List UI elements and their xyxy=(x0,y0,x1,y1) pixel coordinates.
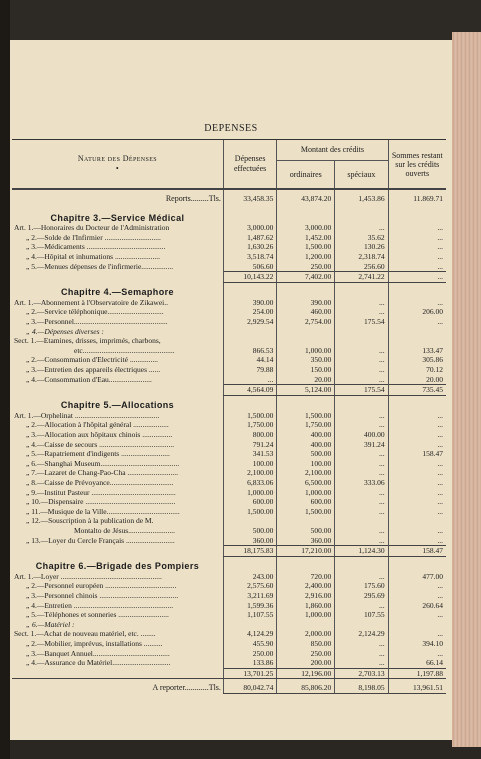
cell-spec: 8,198.05 xyxy=(335,679,388,694)
cell-som: ... xyxy=(388,430,446,440)
cell-ord: 1,500.00 xyxy=(277,507,335,517)
cell-som xyxy=(388,516,446,526)
table-row xyxy=(12,252,446,262)
row-label: „ 2.—Consommation d'Electricité ............... xyxy=(26,355,158,365)
row-label: „ 2.—Mobilier, imprévus, installations .......... xyxy=(26,639,163,649)
cell-dep xyxy=(223,516,276,526)
cell-spec xyxy=(335,516,388,526)
cell-spec: 2,124.29 xyxy=(335,629,388,639)
empty-cell xyxy=(335,395,388,411)
cell-som: ... xyxy=(388,649,446,659)
cell-dep: 360.00 xyxy=(223,536,276,546)
cell-dep: ... xyxy=(223,375,276,385)
cell-ord: 500.00 xyxy=(277,449,335,459)
cell-ord: 1,000.00 xyxy=(277,610,335,620)
header-ordinaires: ordinaires xyxy=(277,161,335,189)
cell-dep: 250.00 xyxy=(223,649,276,659)
cell-som: ... xyxy=(388,478,446,488)
cell-spec: ... xyxy=(335,223,388,233)
empty-cell xyxy=(388,395,446,411)
cell-dep: 2,575.60 xyxy=(223,581,276,591)
row-label: „ 3.—Personnel.................................................. xyxy=(26,317,168,327)
cell-som: ... xyxy=(388,497,446,507)
cell-spec: 107.55 xyxy=(335,610,388,620)
book-binding xyxy=(0,0,10,759)
row-label: „ 3.—Allocation aux hôpitaux chinois ................ xyxy=(26,430,173,440)
empty-cell xyxy=(388,282,446,298)
cell-ord: 1,452.00 xyxy=(277,233,335,243)
cell-spec: ... xyxy=(335,375,388,385)
reports-label: Reports.........Tls. xyxy=(12,189,223,208)
table-row xyxy=(12,497,446,507)
cell-spec: ... xyxy=(335,649,388,659)
row-label: „ 4.—Caisse de secours ........................................ xyxy=(26,439,175,449)
cell-ord: 400.00 xyxy=(277,440,335,450)
cell-dep: 79.88 xyxy=(223,365,276,375)
cell-spec: 130.26 xyxy=(335,242,388,252)
cell-ord: 20.00 xyxy=(277,375,335,385)
empty-cell xyxy=(12,546,223,557)
table-row xyxy=(12,572,446,582)
expenses-table xyxy=(12,139,446,694)
cell-som: ... xyxy=(388,507,446,517)
cell-dep: 341.53 xyxy=(223,449,276,459)
row-label: „ 3.—Personnel chinois .......................................... xyxy=(26,591,179,601)
cell-dep: 600.00 xyxy=(223,497,276,507)
empty-cell xyxy=(388,556,446,572)
cell-dep: 3,211.69 xyxy=(223,591,276,601)
cell-som: 477.00 xyxy=(388,572,446,582)
chapter-subtotal-row xyxy=(12,546,446,557)
chapter-heading xyxy=(12,208,446,224)
scanner-background xyxy=(10,0,481,40)
cell-ord: 85,806.20 xyxy=(277,679,335,694)
cell-dep: 4,564.09 xyxy=(223,385,276,396)
cell-ord: 2,916.00 xyxy=(277,591,335,601)
table-row xyxy=(12,449,446,459)
cell-spec: ... xyxy=(335,307,388,317)
empty-cell xyxy=(12,272,223,283)
chapter-subtotal-row xyxy=(12,272,446,283)
cell-spec: 391.24 xyxy=(335,440,388,450)
row-label: Sect. 1.—Achat de nouveau matériel, etc. ........ xyxy=(14,629,156,639)
empty-cell xyxy=(388,208,446,224)
row-label: „ 2.—Service téléphonique.............................. xyxy=(26,307,164,317)
cell-ord xyxy=(277,327,335,337)
cell-spec: ... xyxy=(335,536,388,546)
row-label: „ 4.—Assurance du Matériel............................... xyxy=(26,658,171,668)
cell-ord xyxy=(277,336,335,346)
row-label: „ 5.—Téléphones et sonneries ........................... xyxy=(26,610,169,620)
cell-som: ... xyxy=(388,233,446,243)
cell-dep: 800.00 xyxy=(223,430,276,440)
cell-dep: 791.24 xyxy=(223,440,276,450)
table-row xyxy=(12,526,446,536)
row-label: „ 11.—Musique de la Ville....................................... xyxy=(26,506,180,516)
cell-spec: ... xyxy=(335,365,388,375)
reporter-label: A reporter............Tls. xyxy=(12,679,223,694)
cell-ord: 6,500.00 xyxy=(277,478,335,488)
row-label: „ 2.—Solde de l'Infirmier .............................. xyxy=(26,232,161,242)
page-edges xyxy=(452,32,481,747)
cell-som: ... xyxy=(388,591,446,601)
cell-som: ... xyxy=(388,629,446,639)
row-label: „ 4.—Dépenses diverses : xyxy=(26,326,104,336)
cell-spec: 400.00 xyxy=(335,430,388,440)
cell-som: 133.47 xyxy=(388,346,446,356)
table-row xyxy=(12,365,446,375)
cell-som: 394.10 xyxy=(388,639,446,649)
cell-som: ... xyxy=(388,272,446,283)
cell-spec: ... xyxy=(335,346,388,356)
cell-ord xyxy=(277,516,335,526)
cell-dep: 18,175.83 xyxy=(223,546,276,557)
chapter-heading xyxy=(12,395,446,411)
cell-spec: 256.60 xyxy=(335,262,388,272)
header-montant: Montant des crédits xyxy=(277,140,388,161)
cell-ord: 12,196.00 xyxy=(277,668,335,679)
cell-ord: 200.00 xyxy=(277,658,335,668)
reports-som: 11.869.71 xyxy=(388,189,446,208)
cell-ord: 2,100.00 xyxy=(277,468,335,478)
cell-som: 305.86 xyxy=(388,355,446,365)
table-row xyxy=(12,375,446,385)
cell-ord: 17,210.00 xyxy=(277,546,335,557)
table-row xyxy=(12,327,446,337)
cell-spec: 2,318.74 xyxy=(335,252,388,262)
chapter-subtotal-row xyxy=(12,668,446,679)
table-row xyxy=(12,317,446,327)
reports-spec: 1,453.86 xyxy=(335,189,388,208)
table-row xyxy=(12,262,446,272)
header-depenses: Dépenses effectuées xyxy=(223,140,276,190)
empty-cell xyxy=(223,556,276,572)
cell-som: ... xyxy=(388,252,446,262)
row-label: Art. 1.—Honoraires du Docteur de l'Administration xyxy=(14,223,170,233)
page-title: DEPENSES xyxy=(204,123,258,134)
cell-spec: 1,124.30 xyxy=(335,546,388,557)
cell-som xyxy=(388,327,446,337)
cell-ord: 1,500.00 xyxy=(277,242,335,252)
cell-ord: 1,860.00 xyxy=(277,601,335,611)
empty-cell xyxy=(12,385,223,396)
row-label: „ 3.—Banquet Annuel......................................... xyxy=(26,648,170,658)
cell-dep xyxy=(223,327,276,337)
table-row xyxy=(12,610,446,620)
cell-spec: 333.06 xyxy=(335,478,388,488)
cell-dep: 3,518.74 xyxy=(223,252,276,262)
cell-dep: 1,599.36 xyxy=(223,601,276,611)
table-row xyxy=(12,346,446,356)
cell-spec: 295.69 xyxy=(335,591,388,601)
cell-spec: 2,703.13 xyxy=(335,668,388,679)
table-row xyxy=(12,488,446,498)
row-label: „ 3.—Entretien des appareils électriques ...... xyxy=(26,365,161,374)
cell-ord: 2,000.00 xyxy=(277,629,335,639)
empty-cell xyxy=(277,395,335,411)
row-label: Art. 1.—Abonnement à l'Observatoire de Zikawei.. xyxy=(14,297,169,307)
cell-som: ... xyxy=(388,488,446,498)
cell-spec: ... xyxy=(335,658,388,668)
cell-ord: 1,000.00 xyxy=(277,346,335,356)
cell-som: 260.64 xyxy=(388,601,446,611)
cell-som: 158.47 xyxy=(388,546,446,557)
row-label: „ 3.—Médicaments .......................................... xyxy=(26,242,166,252)
cell-ord: 5,124.00 xyxy=(277,385,335,396)
cell-dep: 4,124.29 xyxy=(223,629,276,639)
row-label: „ 5.—Rapatriement d'indigents .......................... xyxy=(26,449,170,459)
cell-spec: 2,741.22 xyxy=(335,272,388,283)
cell-dep: 506.60 xyxy=(223,262,276,272)
chapter-title: Chapitre 6.—Brigade des Pompiers xyxy=(35,561,200,572)
table-row xyxy=(12,629,446,639)
cell-ord: 150.00 xyxy=(277,365,335,375)
cell-dep: 390.00 xyxy=(223,298,276,308)
cell-som: ... xyxy=(388,526,446,536)
table-row xyxy=(12,591,446,601)
row-label: „ 2.—Personnel européen ...................................... xyxy=(26,581,177,591)
table-row xyxy=(12,649,446,659)
table-row xyxy=(12,440,446,450)
table-row xyxy=(12,336,446,346)
cell-som: 66.14 xyxy=(388,658,446,668)
chapter-heading xyxy=(12,556,446,572)
cell-spec: ... xyxy=(335,639,388,649)
table-row xyxy=(12,658,446,668)
row-label: „ 8.—Caisse de Prévoyance.................................. xyxy=(26,478,174,488)
cell-ord: 1,750.00 xyxy=(277,420,335,430)
cell-ord: 2,754.00 xyxy=(277,317,335,327)
cell-ord: 360.00 xyxy=(277,536,335,546)
row-label: Sect. 1.—Etamines, drisses, imprimés, charbons, xyxy=(14,336,161,346)
cell-spec: 175.54 xyxy=(335,317,388,327)
row-label: „ 9.—Institut Pasteur ............................................. xyxy=(26,487,176,497)
cell-ord: 850.00 xyxy=(277,639,335,649)
row-label: etc................................................. xyxy=(74,345,175,355)
cell-dep: 6,833.06 xyxy=(223,478,276,488)
table-row xyxy=(12,507,446,517)
row-label: „ 10.—Dispensaire ................................................ xyxy=(26,497,176,507)
reporter-row xyxy=(12,679,446,694)
cell-dep: 1,630.26 xyxy=(223,242,276,252)
cell-spec: ... xyxy=(335,488,388,498)
cell-som: 158.47 xyxy=(388,449,446,459)
cell-ord: 250.00 xyxy=(277,649,335,659)
cell-som: 206.00 xyxy=(388,307,446,317)
row-label: „ 4.—Hôpital et inhumations ........................ xyxy=(26,251,160,261)
cell-dep: 1,487.62 xyxy=(223,233,276,243)
reports-ord: 43,874.20 xyxy=(277,189,335,208)
cell-spec: 175.54 xyxy=(335,385,388,396)
table-row xyxy=(12,601,446,611)
cell-dep xyxy=(223,620,276,630)
cell-dep: 1,750.00 xyxy=(223,420,276,430)
empty-cell xyxy=(277,282,335,298)
cell-ord: 400.00 xyxy=(277,430,335,440)
chapter-title: Chapitre 3.—Service Médical xyxy=(50,212,185,223)
cell-dep: 2,100.00 xyxy=(223,468,276,478)
cell-dep: 500.00 xyxy=(223,526,276,536)
cell-spec: ... xyxy=(335,355,388,365)
empty-cell xyxy=(12,668,223,679)
empty-cell xyxy=(335,282,388,298)
cell-dep: 1,500.00 xyxy=(223,507,276,517)
table-row xyxy=(12,478,446,488)
cell-som: ... xyxy=(388,242,446,252)
cell-som: ... xyxy=(388,468,446,478)
chapter-title: Chapitre 4.—Semaphore xyxy=(60,287,174,298)
table-row xyxy=(12,639,446,649)
cell-som: ... xyxy=(388,298,446,308)
cell-dep: 133.86 xyxy=(223,658,276,668)
row-label: „ 5.—Menues dépenses de l'infirmerie................. xyxy=(26,261,174,271)
cell-som: ... xyxy=(388,223,446,233)
cell-spec xyxy=(335,327,388,337)
cell-spec: 175.60 xyxy=(335,581,388,591)
cell-spec: ... xyxy=(335,459,388,469)
cell-ord: 460.00 xyxy=(277,307,335,317)
table-row xyxy=(12,420,446,430)
cell-som: 20.00 xyxy=(388,375,446,385)
cell-ord: 2,400.00 xyxy=(277,581,335,591)
cell-som: ... xyxy=(388,420,446,430)
table-row xyxy=(12,307,446,317)
cell-ord: 1,200.00 xyxy=(277,252,335,262)
header-sommes: Sommes restant sur les crédits ouverts xyxy=(388,140,446,190)
header-speciaux: spéciaux xyxy=(335,161,388,189)
table-row xyxy=(12,468,446,478)
cell-dep: 2,929.54 xyxy=(223,317,276,327)
cell-ord: 100.00 xyxy=(277,459,335,469)
table-row xyxy=(12,459,446,469)
table-row xyxy=(12,242,446,252)
table-row xyxy=(12,223,446,233)
cell-ord: 1,500.00 xyxy=(277,411,335,421)
cell-ord: 350.00 xyxy=(277,355,335,365)
cell-dep: 13,701.25 xyxy=(223,668,276,679)
row-label: „ 7.—Lazaret de Chang-Pao-Cha ........................... xyxy=(26,468,179,478)
table-row xyxy=(12,411,446,421)
cell-dep: 10,143.22 xyxy=(223,272,276,283)
reports-dep: 33,458.35 xyxy=(223,189,276,208)
cell-ord: 500.00 xyxy=(277,526,335,536)
empty-cell xyxy=(335,208,388,224)
cell-dep: 243.00 xyxy=(223,572,276,582)
cell-som: ... xyxy=(388,317,446,327)
cell-spec: ... xyxy=(335,497,388,507)
chapter-heading xyxy=(12,282,446,298)
table-row xyxy=(12,233,446,243)
cell-som xyxy=(388,620,446,630)
table-row xyxy=(12,620,446,630)
chapter-subtotal-row xyxy=(12,385,446,396)
cell-spec: ... xyxy=(335,526,388,536)
row-label: „ 6.—Shanghai Museum.......................................... xyxy=(26,458,180,468)
cell-som: ... xyxy=(388,440,446,450)
row-label: „ 13.—Loyer du Cercle Français .......................... xyxy=(26,535,175,545)
cell-som: ... xyxy=(388,262,446,272)
cell-ord: 250.00 xyxy=(277,262,335,272)
cell-spec: ... xyxy=(335,411,388,421)
cell-ord: 1,000.00 xyxy=(277,488,335,498)
empty-cell xyxy=(223,395,276,411)
cell-spec: ... xyxy=(335,449,388,459)
cell-ord: 3,000.00 xyxy=(277,223,335,233)
cell-som: 70.12 xyxy=(388,365,446,375)
table-row xyxy=(12,298,446,308)
empty-cell xyxy=(335,556,388,572)
cell-dep: 1,000.00 xyxy=(223,488,276,498)
chapter-title: Chapitre 5.—Allocations xyxy=(60,400,175,411)
empty-cell xyxy=(277,208,335,224)
row-label: „ 12.—Souscription à la publication de M. xyxy=(26,516,154,526)
header-nature: Nature des Dépenses • xyxy=(12,140,223,190)
cell-spec: ... xyxy=(335,507,388,517)
cell-spec: ... xyxy=(335,601,388,611)
cell-ord: 7,402.00 xyxy=(277,272,335,283)
cell-spec xyxy=(335,620,388,630)
cell-dep: 455.90 xyxy=(223,639,276,649)
cell-spec: ... xyxy=(335,298,388,308)
reports-row xyxy=(12,189,446,208)
cell-dep: 1,500.00 xyxy=(223,411,276,421)
cell-som: ... xyxy=(388,536,446,546)
empty-cell xyxy=(223,282,276,298)
cell-dep: 1,107.55 xyxy=(223,610,276,620)
cell-dep: 80,042.74 xyxy=(223,679,276,694)
cell-som: 1,197.88 xyxy=(388,668,446,679)
empty-cell xyxy=(223,208,276,224)
cell-dep: 3,000.00 xyxy=(223,223,276,233)
table-row xyxy=(12,355,446,365)
cell-dep xyxy=(223,336,276,346)
cell-som: 13,961.51 xyxy=(388,679,446,694)
cell-spec xyxy=(335,336,388,346)
table-row xyxy=(12,430,446,440)
row-label: „ 4.—Entretien ..................................................... xyxy=(26,600,174,610)
cell-dep: 44.14 xyxy=(223,355,276,365)
cell-spec: ... xyxy=(335,572,388,582)
cell-som: ... xyxy=(388,411,446,421)
empty-cell xyxy=(277,556,335,572)
cell-ord: 390.00 xyxy=(277,298,335,308)
cell-spec: ... xyxy=(335,420,388,430)
row-label: „ 4.—Consommation d'Eau....................... xyxy=(26,374,152,384)
cell-som: ... xyxy=(388,459,446,469)
cell-ord xyxy=(277,620,335,630)
cell-dep: 254.00 xyxy=(223,307,276,317)
table-row xyxy=(12,536,446,546)
cell-som xyxy=(388,336,446,346)
table-row xyxy=(12,516,446,526)
cell-som: 735.45 xyxy=(388,385,446,396)
row-label: „ 2.—Allocation à l'hôpital général ................... xyxy=(26,420,169,430)
table-row xyxy=(12,581,446,591)
cell-ord: 600.00 xyxy=(277,497,335,507)
cell-dep: 866.53 xyxy=(223,346,276,356)
cell-dep: 100.00 xyxy=(223,459,276,469)
row-label: Art. 1.—Orphelinat ............................................. xyxy=(14,410,160,420)
cell-spec: 35.62 xyxy=(335,233,388,243)
row-label: „ 6.—Matériel : xyxy=(26,619,75,629)
cell-spec: ... xyxy=(335,468,388,478)
cell-som: ... xyxy=(388,610,446,620)
cell-som: ... xyxy=(388,581,446,591)
cell-ord: 720.00 xyxy=(277,572,335,582)
row-label: Montalto de Jésus......................... xyxy=(74,526,176,535)
row-label: Art. 1.—Loyer ...................................................... xyxy=(14,571,162,581)
